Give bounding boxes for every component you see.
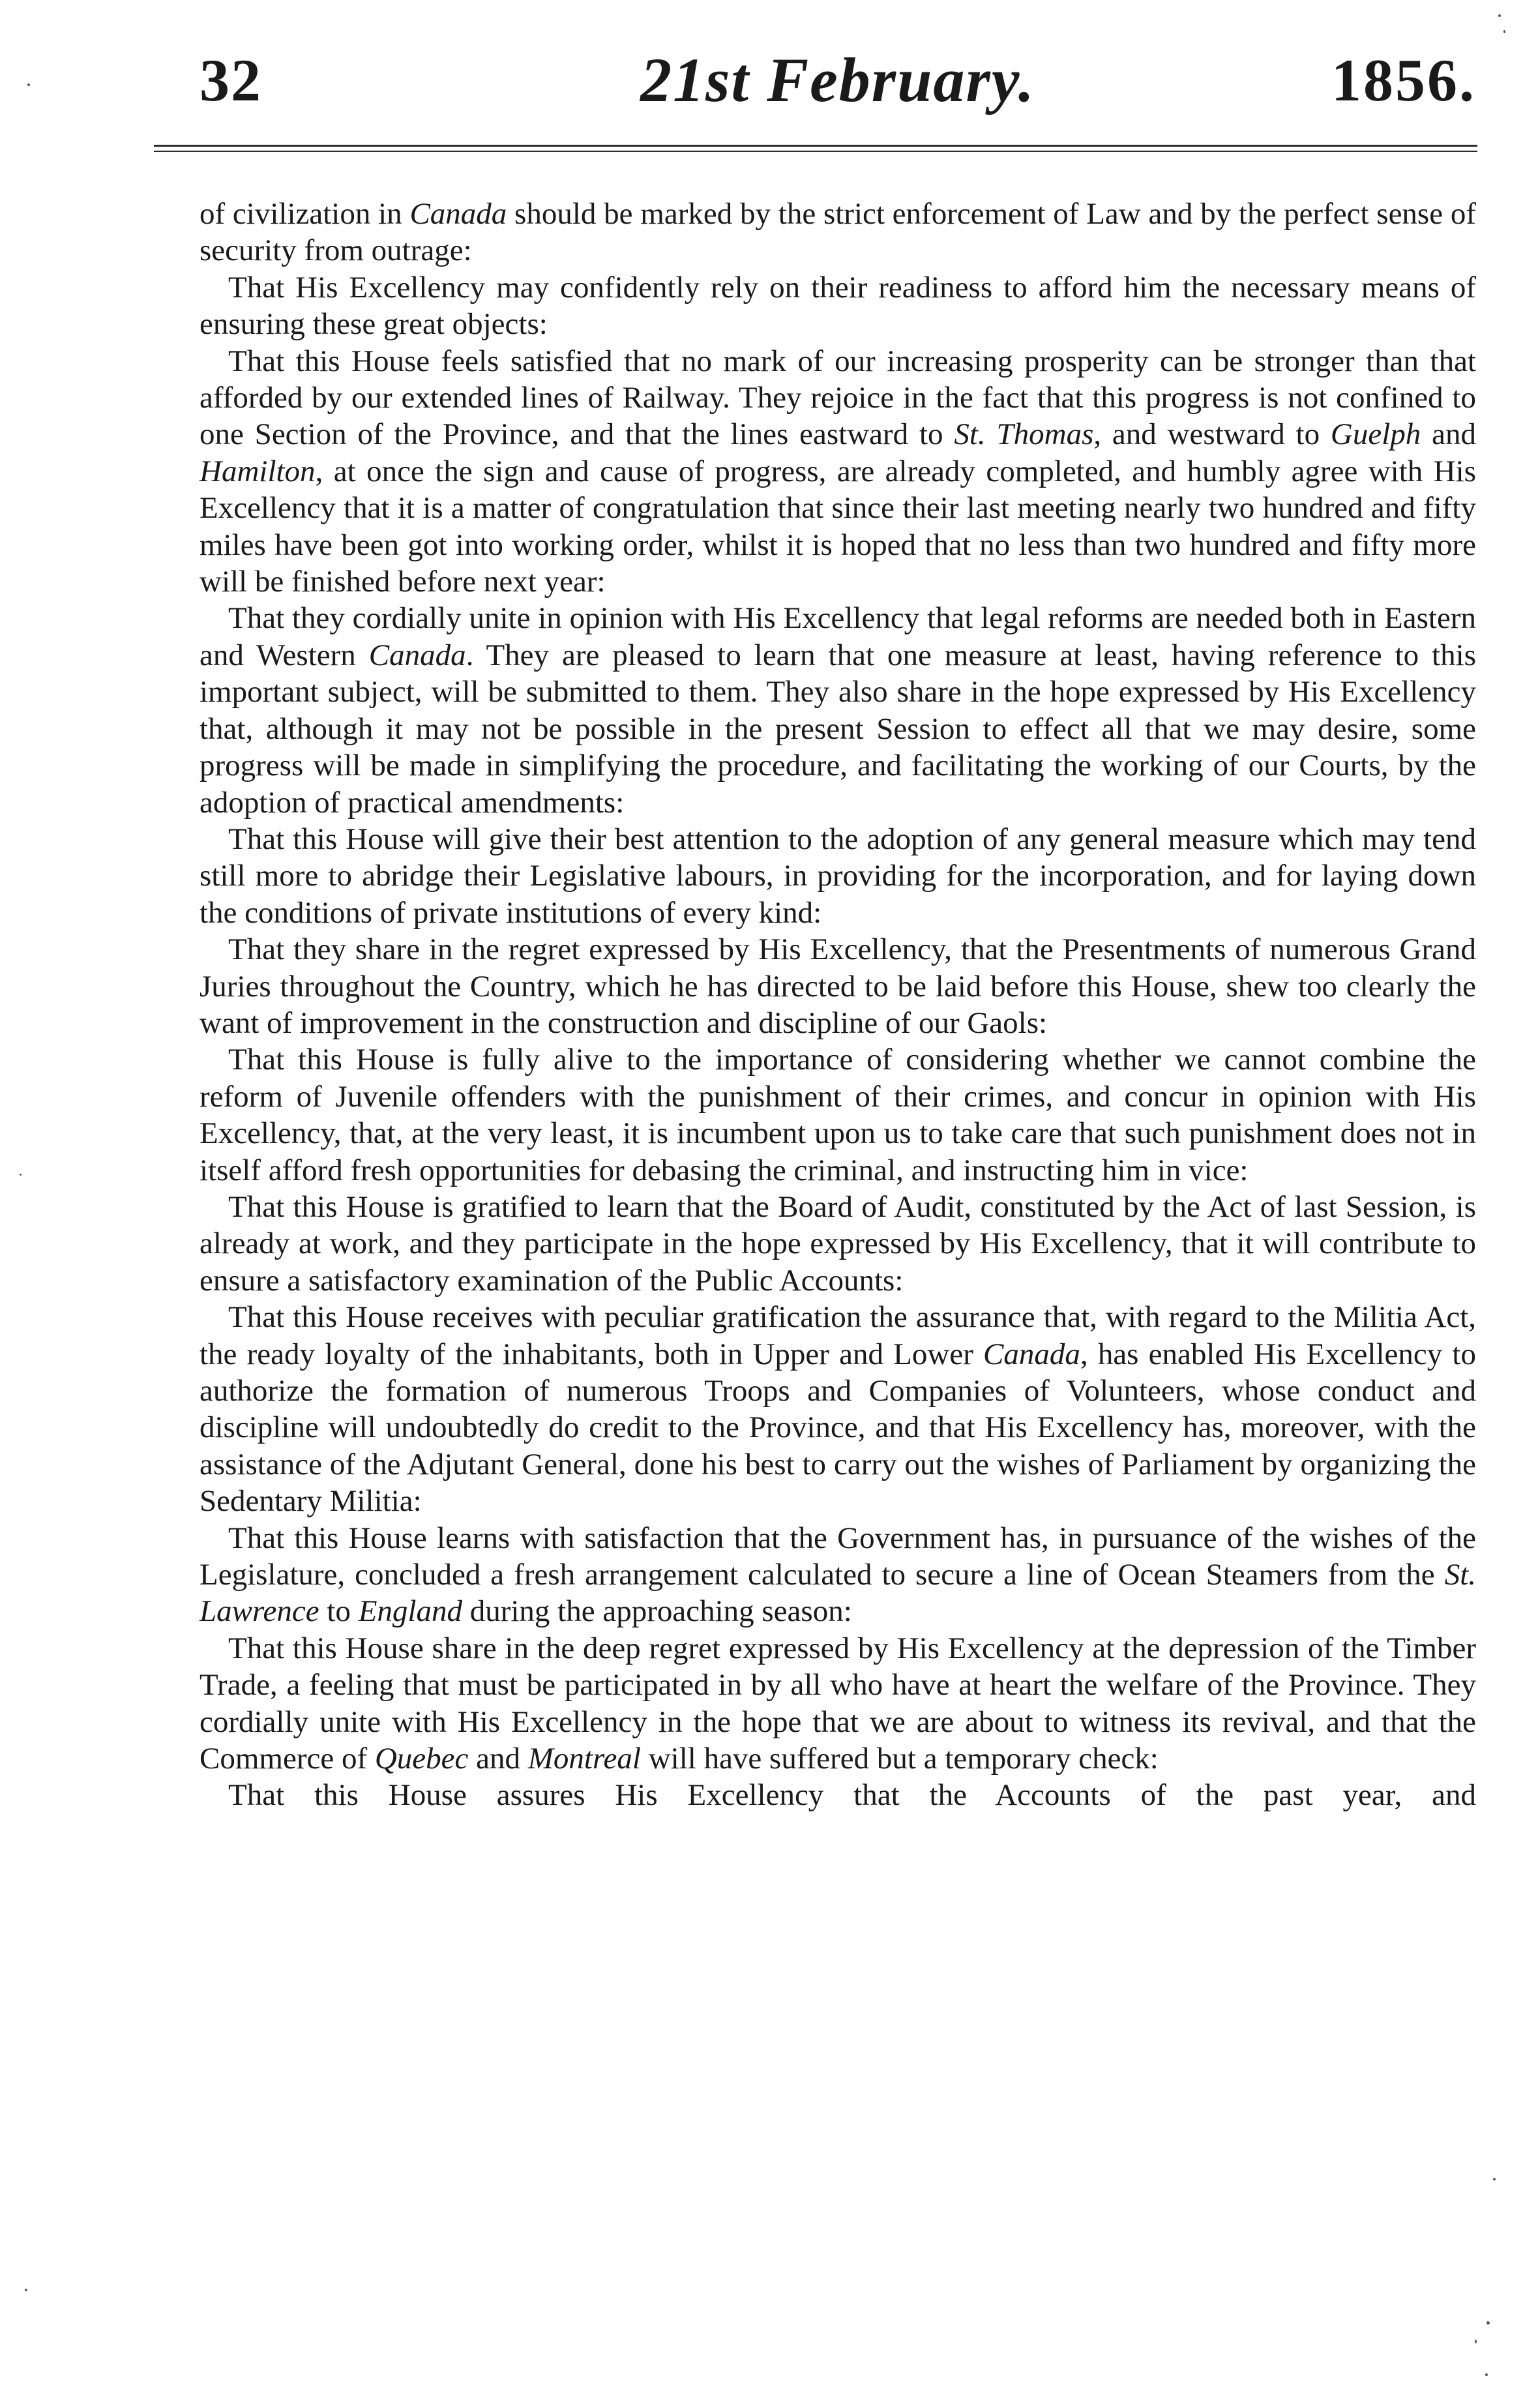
paragraph: That this House is gratified to learn that the Board of Audit, constituted by the Act of last Session, is already at work, and they participate in the hope expressed by His Excellency, that it will contribute to ensure a satisfactory examination of the Public Accounts:: [200, 1189, 1476, 1298]
running-header: [200, 36, 1476, 121]
running-title-date: 21st February.: [640, 45, 1035, 115]
header-double-rule: [154, 145, 1477, 155]
place-name: England: [358, 1594, 462, 1629]
scan-speck: [1498, 14, 1501, 17]
scan-speck: [1503, 30, 1505, 33]
paragraph: That this House feels satisfied that no mark of our increasing prosperity can be stronger than that afforded by our extended lines of Railway. They rejoice in the fact that this progress is not confined to one Section of the Province, and that the lines eastward to St. Thomas, and westward to Guelph and Hamilton, at once the sign and cause of progress, are already completed, and humbly agree with His Excellency that it is a matter of congratulation that since their last meeting nearly two hundred and fifty miles have been got into working order, whilst it is hoped that no less than two hundred and fifty more will be finished before next year:: [200, 344, 1476, 599]
rule-line-bottom: [154, 151, 1477, 152]
body-text: [200, 196, 1476, 1814]
place-name: Canada: [409, 197, 507, 231]
paragraph: That this House will give their best attention to the adoption of any general measure which may tend still more to abridge their Legislative labours, in providing for the incorporation, and for laying down the conditions of private institutions of every kind:: [200, 822, 1476, 930]
page-number: 32: [200, 47, 262, 113]
rule-line-top: [154, 145, 1477, 147]
paragraph: That this House share in the deep regret expressed by His Excellency at the depression of the Timber Trade, a feeling that must be participated in by all who have at heart the welfare of the Province. They cordially unite with His Excellency in the hope that we are about to witness its revival, and that the Commerce of Quebec and Montreal will have suffered but a temporary check:: [200, 1631, 1476, 1776]
paragraph: That this House receives with peculiar gratification the assurance that, with regard to the Militia Act, the ready loyalty of the inhabitants, both in Upper and Lower Canada, has enabled His Excellency to authorize the formation of numerous Troops and Companies of Volunteers, whose conduct and discipline will undoubtedly do credit to the Province, and that His Excellency has, moreover, with the assistance of the Adjutant General, done his best to carry out the wishes of Parliament by organizing the Sedentary Militia:: [200, 1300, 1476, 1519]
paragraph: That this House is fully alive to the importance of considering whether we cannot combine the reform of Juvenile offenders with the punishment of their crimes, and concur in opinion with His Excellency, that, at the very least, it is incumbent upon us to take care that such punishment does not in itself afford fresh opportunities for debasing the criminal, and instructing him in vice:: [200, 1043, 1476, 1187]
paragraph: of civilization in Canada should be marked by the strict enforcement of Law and by the perfect sense of security from outrage:: [200, 197, 1476, 268]
place-name: St. Lawrence: [200, 1558, 1476, 1629]
place-name: Quebec: [374, 1742, 469, 1776]
scan-speck: [1486, 2321, 1490, 2325]
place-name: Hamilton: [200, 454, 316, 488]
paragraph: That His Excellency may confidently rely on their readiness to afford him the necessary means of ensuring these great objects:: [200, 270, 1476, 342]
scan-speck: [1485, 2373, 1488, 2376]
paragraph: That they cordially unite in opinion with His Excellency that legal reforms are needed both in Eastern and Western Canada. They are pleased to learn that one measure at least, having reference to this important subject, will be submitted to them. They also share in the hope expressed by His Excellency that, although it may not be possible in the present Session to effect all that we may desire, some progress will be made in simplifying the procedure, and facilitating the working of our Courts, by the adoption of practical amendments:: [200, 601, 1476, 820]
place-name: Canada: [983, 1337, 1080, 1371]
paragraph-continued: That this House assures His Excellency that the Accounts of the past year, and: [228, 1778, 1476, 1813]
scan-speck: [1475, 2340, 1477, 2343]
place-name: Guelph: [1330, 417, 1421, 452]
paragraph: That they share in the regret expressed by His Excellency, that the Presentments of numerous Grand Juries throughout the Country, which he has directed to be laid before this House, shew too clearly the want of improvement in the construction and discipline of our Gaols:: [200, 932, 1476, 1040]
place-name: St. Thomas: [954, 417, 1094, 452]
scan-speck: [20, 1174, 22, 1176]
place-name: Montreal: [527, 1742, 641, 1776]
scan-speck: [25, 2289, 27, 2291]
place-name: Canada: [368, 638, 466, 672]
scan-speck: [27, 83, 30, 86]
header-year: 1856.: [1331, 47, 1476, 113]
scan-speck: [1493, 2178, 1496, 2180]
paragraph: That this House learns with satisfaction that the Government has, in pursuance of the wishes of the Legislature, concluded a fresh arrangement calculated to secure a line of Ocean Steamers from the St. Lawrence to England during the approaching season:: [200, 1521, 1476, 1629]
